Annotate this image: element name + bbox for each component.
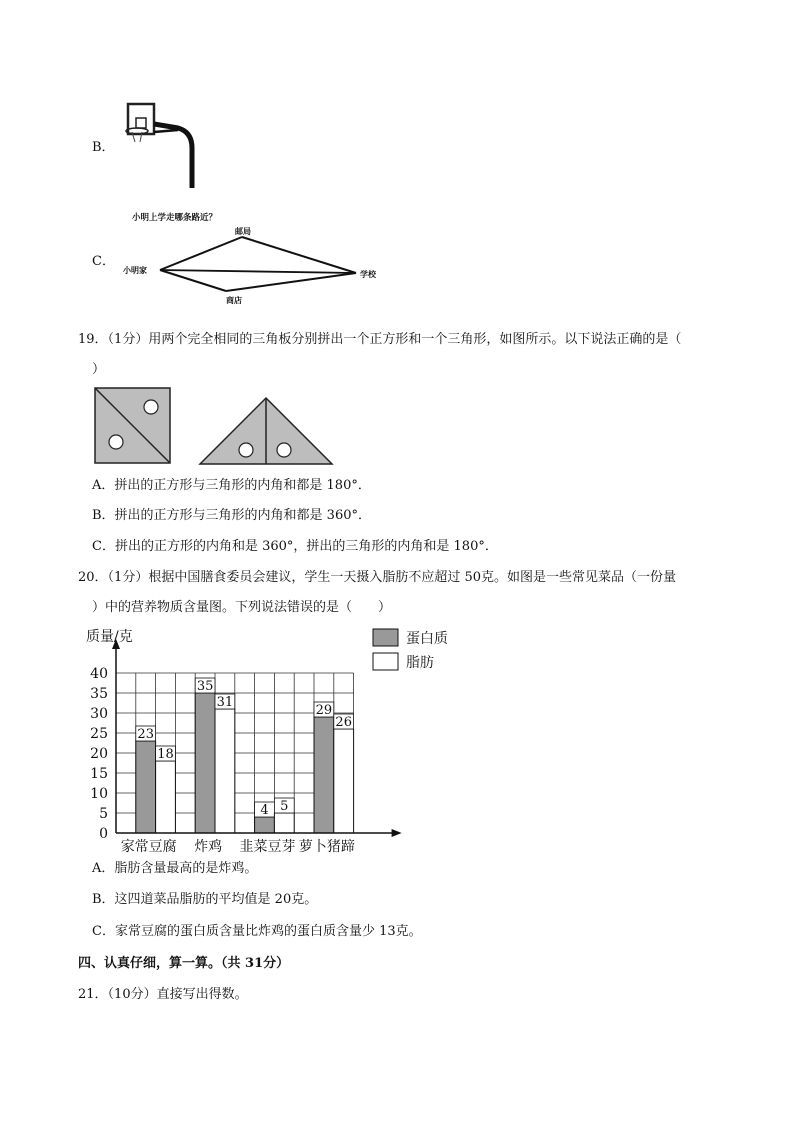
x-axis-arrow (392, 829, 402, 837)
data-label: 18 (157, 747, 174, 762)
data-label: 5 (280, 799, 289, 814)
category-label: 家常豆腐 (120, 839, 177, 855)
y-axis-title: 质量/克 (86, 629, 133, 645)
data-label: 29 (315, 703, 333, 718)
category-label: 韭菜豆芽 (239, 839, 296, 855)
nutrition-bar-chart (86, 625, 456, 855)
q20-option-c: C．家常豆腐的蛋白质含量比炸鸡的蛋白质含量少 13克。 (92, 924, 422, 939)
bar-protein (255, 817, 275, 833)
data-label: 23 (137, 727, 154, 742)
q20-stem-line1: 20．（1分）根据中国膳食委员会建议，学生一天摄入脂肪不应超过 50克。如图是一些常见菜品（一份量 (78, 570, 676, 585)
data-label: 31 (216, 695, 234, 710)
q20-stem-line2: ）中的营养物质含量图。下列说法错误的是（ ） (92, 600, 392, 615)
q19-stem-line1: 19．（1分）用两个完全相同的三角板分别拼出一个正方形和一个三角形，如图所示。以下说法正确的是（ (78, 332, 682, 347)
q21-stem: 21．（10分）直接写出得数。 (78, 987, 248, 1002)
map-caption: 小明上学走哪条路近？ (132, 213, 218, 223)
y-tick-label: 40 (90, 666, 108, 682)
legend-label: 蛋白质 (406, 631, 448, 647)
q18-option-c-label: C． (92, 254, 115, 269)
triangle-rulers-figure (94, 387, 344, 467)
q19-option-b: B．拼出的正方形与三角形的内角和都是 360°． (92, 508, 371, 523)
map-school: 学校 (360, 269, 376, 279)
y-tick-label: 20 (90, 746, 108, 762)
bar-fat (334, 729, 354, 833)
y-tick-label: 30 (90, 706, 108, 722)
y-tick-label: 25 (90, 726, 108, 742)
bar-fat (274, 813, 294, 833)
y-tick-label: 10 (90, 786, 108, 802)
bar-protein (195, 693, 215, 833)
q19-option-a: A．拼出的正方形与三角形的内角和都是 180°． (92, 478, 371, 493)
data-label: 35 (196, 679, 214, 694)
legend-swatch (373, 653, 398, 670)
y-tick-label: 35 (90, 686, 108, 702)
q18-option-b-label: B． (92, 140, 115, 155)
bar-fat (156, 761, 176, 833)
bar-fat (215, 709, 235, 833)
y-tick-label: 0 (99, 826, 108, 842)
q19-option-c: C．拼出的正方形的内角和是 360°，拼出的三角形的内角和是 180°． (92, 539, 498, 554)
map-shop: 商店 (226, 295, 242, 305)
q20-option-a: A．脂肪含量最高的是炸鸡。 (92, 861, 258, 876)
y-tick-label: 15 (90, 766, 108, 782)
q20-option-b: B．这四道菜品脂肪的平均值是 20克。 (92, 892, 318, 907)
data-label: 26 (335, 715, 352, 730)
category-label: 萝卜猪蹄 (298, 839, 355, 855)
data-label: 4 (260, 803, 269, 818)
basketball-hoop-figure (120, 98, 210, 193)
map-post-office: 邮局 (235, 226, 251, 236)
route-map-figure (120, 207, 390, 312)
y-tick-label: 5 (99, 806, 108, 822)
legend-label: 脂肪 (406, 655, 434, 671)
bar-protein (136, 741, 156, 833)
map-home: 小明家 (123, 265, 147, 275)
q19-stem-line2: ） (92, 362, 106, 377)
section4-heading: 四、认真仔细，算一算。（共 31分） (78, 956, 290, 971)
legend-swatch (373, 629, 398, 646)
category-label: 炸鸡 (194, 839, 223, 855)
bar-protein (314, 717, 334, 833)
